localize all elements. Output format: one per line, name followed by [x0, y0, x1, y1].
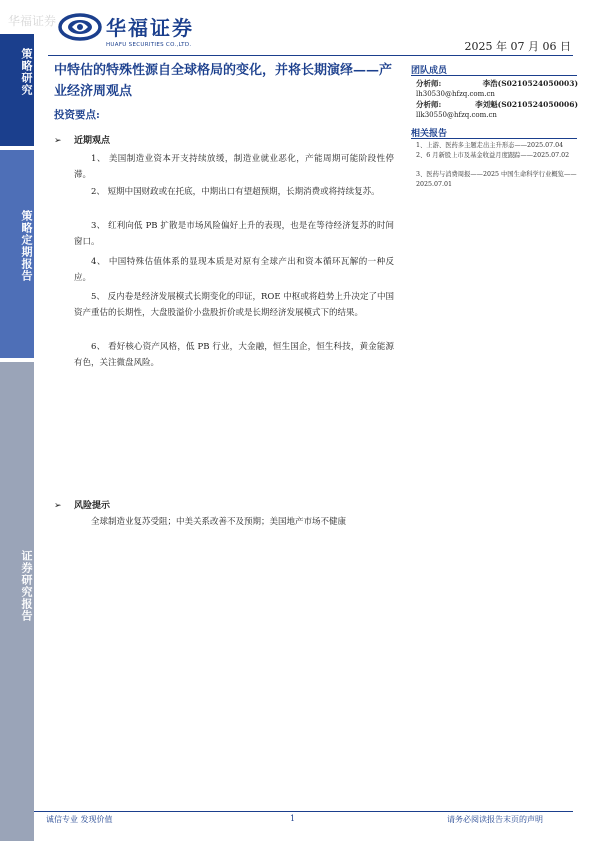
report-title: 中特估的特殊性源自全球格局的变化，并将长期演绎——产业经济周观点 [54, 63, 393, 99]
watermark: 华福证券 [8, 14, 57, 28]
paragraph-3: 3、 红利向低 PB 扩散是市场风险偏好上升的表现，也是在等待经济复苏的时间窗口。 [74, 221, 394, 247]
section-recent-heading [54, 133, 110, 146]
analyst-2 [416, 99, 578, 121]
paragraph-1: 1、 美国制造业资本开支持续放缓，制造业就业恶化，产能周期可能阶段性停滞。 [74, 154, 394, 180]
header-divider [48, 55, 573, 56]
key-points-label: 投资要点: [54, 109, 100, 121]
analyst-email: llk30550@hfzq.com.cn [416, 111, 497, 119]
section-risk-heading [54, 498, 110, 511]
paragraph-4: 4、 中国特殊估值体系的显现本质是对原有全球产出和资本循环瓦解的一种反应。 [74, 257, 394, 283]
analyst-1 [416, 78, 578, 100]
paragraph-2: 2、 短期中国财政或在托底，中期出口有望超预期，长期消费或将持续复苏。 [91, 187, 380, 197]
footer-disclaimer: 请务必阅读报告末页的声明 [447, 815, 543, 824]
related-report-3[interactable]: 3、医药与消费周报——2025 中国生命科学行业概览——2025.07.01 [416, 171, 577, 188]
arrow-bullet-icon: ➢ [54, 501, 62, 511]
section-recent-label: 近期观点 [74, 136, 111, 146]
analyst-name: 李浩(S0210524050003) [482, 79, 578, 88]
sidebar-block-top [0, 34, 34, 146]
related-divider [411, 138, 577, 139]
footer-divider [34, 811, 573, 812]
paragraph-6: 6、 看好核心资产风格，低 PB 行业，大金融，恒生国企，恒生科技，黄金能源有色，关注微盘风险。 [74, 342, 394, 368]
section-risk-label: 风险提示 [74, 501, 111, 511]
sidebar-label-bottom: 证券研究报告 [20, 550, 33, 622]
analyst-name: 李刘魁(S0210524050006) [475, 100, 578, 109]
sidebar-block-bottom [0, 362, 34, 841]
brand-name-cn: 华福证券 [106, 16, 194, 40]
analyst-email: lh30530@hfzq.com.cn [416, 90, 495, 98]
brand [106, 12, 194, 48]
page-number: 1 [290, 814, 296, 823]
company-logo-icon [58, 12, 102, 42]
brand-name-en: HUAFU SECURITIES CO.,LTD. [106, 42, 192, 48]
related-report-2[interactable]: 2、6 月新股上市及基金收益月度跟踪——2025.07.02 [416, 152, 570, 159]
footer-slogan: 诚信专业 发现价值 [46, 815, 113, 824]
paragraph-5: 5、 反内卷是经济发展模式长期变化的印证，ROE 中枢或将趋势上升决定了中国资产重估的长期性，大盘股溢价小盘股折价或是长期经济发展模式下的结果。 [74, 292, 394, 318]
related-report-1[interactable]: 1、上游、医药多主题走出主升形态——2025.07.04 [416, 142, 564, 149]
sidebar-block-middle [0, 150, 34, 358]
analyst-role: 分析师: [416, 100, 442, 109]
sidebar-label-middle: 策略定期报告 [20, 210, 33, 282]
team-divider [411, 75, 577, 76]
arrow-bullet-icon: ➢ [54, 136, 62, 146]
sidebar-label-top: 策略研究 [20, 48, 33, 96]
report-date: 2025 年 07 月 06 日 [464, 40, 571, 53]
related-heading: 相关报告 [411, 129, 448, 139]
team-heading: 团队成员 [411, 66, 448, 76]
analyst-role: 分析师: [416, 79, 442, 88]
risk-text: 全球制造业复苏受阻；中美关系改善不及预期；美国地产市场不健康 [91, 517, 347, 527]
